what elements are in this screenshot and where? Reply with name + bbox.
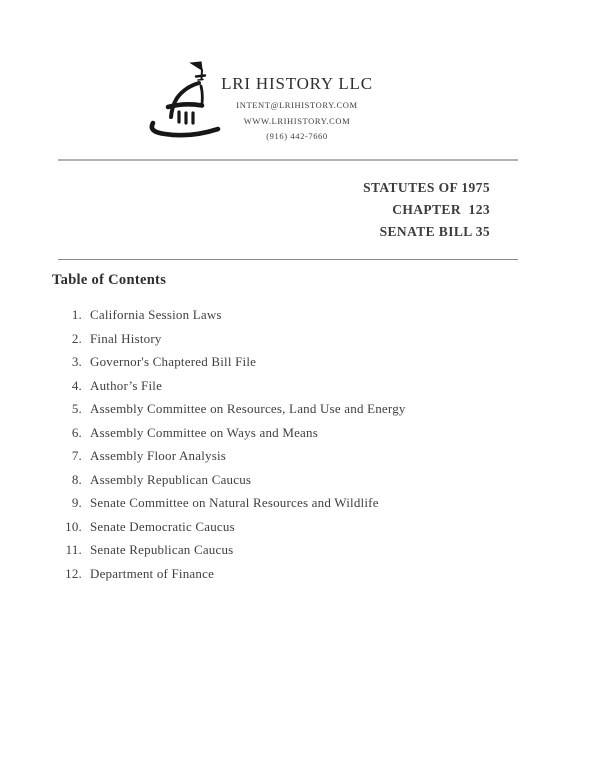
toc-item-label: Assembly Floor Analysis xyxy=(90,448,227,463)
bill-line: SENATE BILL 35 xyxy=(379,224,490,239)
toc-item xyxy=(52,491,406,515)
toc-item-number: 9. xyxy=(71,495,82,510)
toc-item xyxy=(52,468,406,492)
toc-item-label: Senate Republican Caucus xyxy=(90,542,234,557)
divider-top xyxy=(58,159,518,161)
toc-item-label: California Session Laws xyxy=(90,307,222,322)
toc-item-label: Assembly Committee on Resources, Land Use and Energy xyxy=(90,401,406,416)
toc-item-number: 12. xyxy=(65,565,82,581)
case-header xyxy=(363,177,490,243)
toc-item-label: Final History xyxy=(90,330,162,346)
toc-item-number: 4. xyxy=(71,377,82,393)
toc-list xyxy=(52,303,406,585)
toc-item xyxy=(52,421,406,445)
letterhead-phone: (916) 442-7660 xyxy=(266,131,328,141)
toc-item-number: 8. xyxy=(71,471,82,487)
chapter-line: CHAPTER 123 xyxy=(392,202,490,217)
toc-item xyxy=(52,515,406,539)
toc-item-number: 10. xyxy=(65,518,82,534)
letterhead-email: INTENT@LRIHISTORY.COM xyxy=(236,100,358,110)
toc-item xyxy=(52,374,406,398)
letterhead xyxy=(201,74,393,145)
company-name: LRI HISTORY LLC xyxy=(221,74,373,93)
toc-item xyxy=(52,538,406,562)
divider-bottom xyxy=(58,259,518,260)
toc-item xyxy=(52,444,406,468)
toc-title: Table of Contents xyxy=(52,272,167,288)
toc-item-label: Author’s File xyxy=(90,377,163,393)
toc-item-number: 3. xyxy=(71,354,82,369)
toc-item-number: 7. xyxy=(71,448,82,463)
toc-item xyxy=(52,327,406,351)
toc-item xyxy=(52,562,406,586)
toc-item xyxy=(52,303,406,327)
toc-item-label: Assembly Committee on Ways and Means xyxy=(90,424,318,440)
toc-item-number: 5. xyxy=(71,401,82,416)
statutes-line: STATUTES OF 1975 xyxy=(363,180,490,195)
toc-item-number: 2. xyxy=(71,330,82,346)
letterhead-website: WWW.LRIHISTORY.COM xyxy=(243,115,351,126)
toc-item-number: 6. xyxy=(71,424,82,440)
toc-item-number: 1. xyxy=(71,307,82,322)
toc-item-label: Department of Finance xyxy=(90,565,215,581)
toc-item xyxy=(52,397,406,421)
toc-item-label: Governor's Chaptered Bill File xyxy=(90,354,257,369)
toc-item-label: Senate Democratic Caucus xyxy=(90,518,235,534)
toc-item-number: 11. xyxy=(65,542,82,557)
toc-item xyxy=(52,350,406,374)
toc-item-label: Senate Committee on Natural Resources and Wildlife xyxy=(90,495,379,510)
toc-item-label: Assembly Republican Caucus xyxy=(90,471,252,487)
